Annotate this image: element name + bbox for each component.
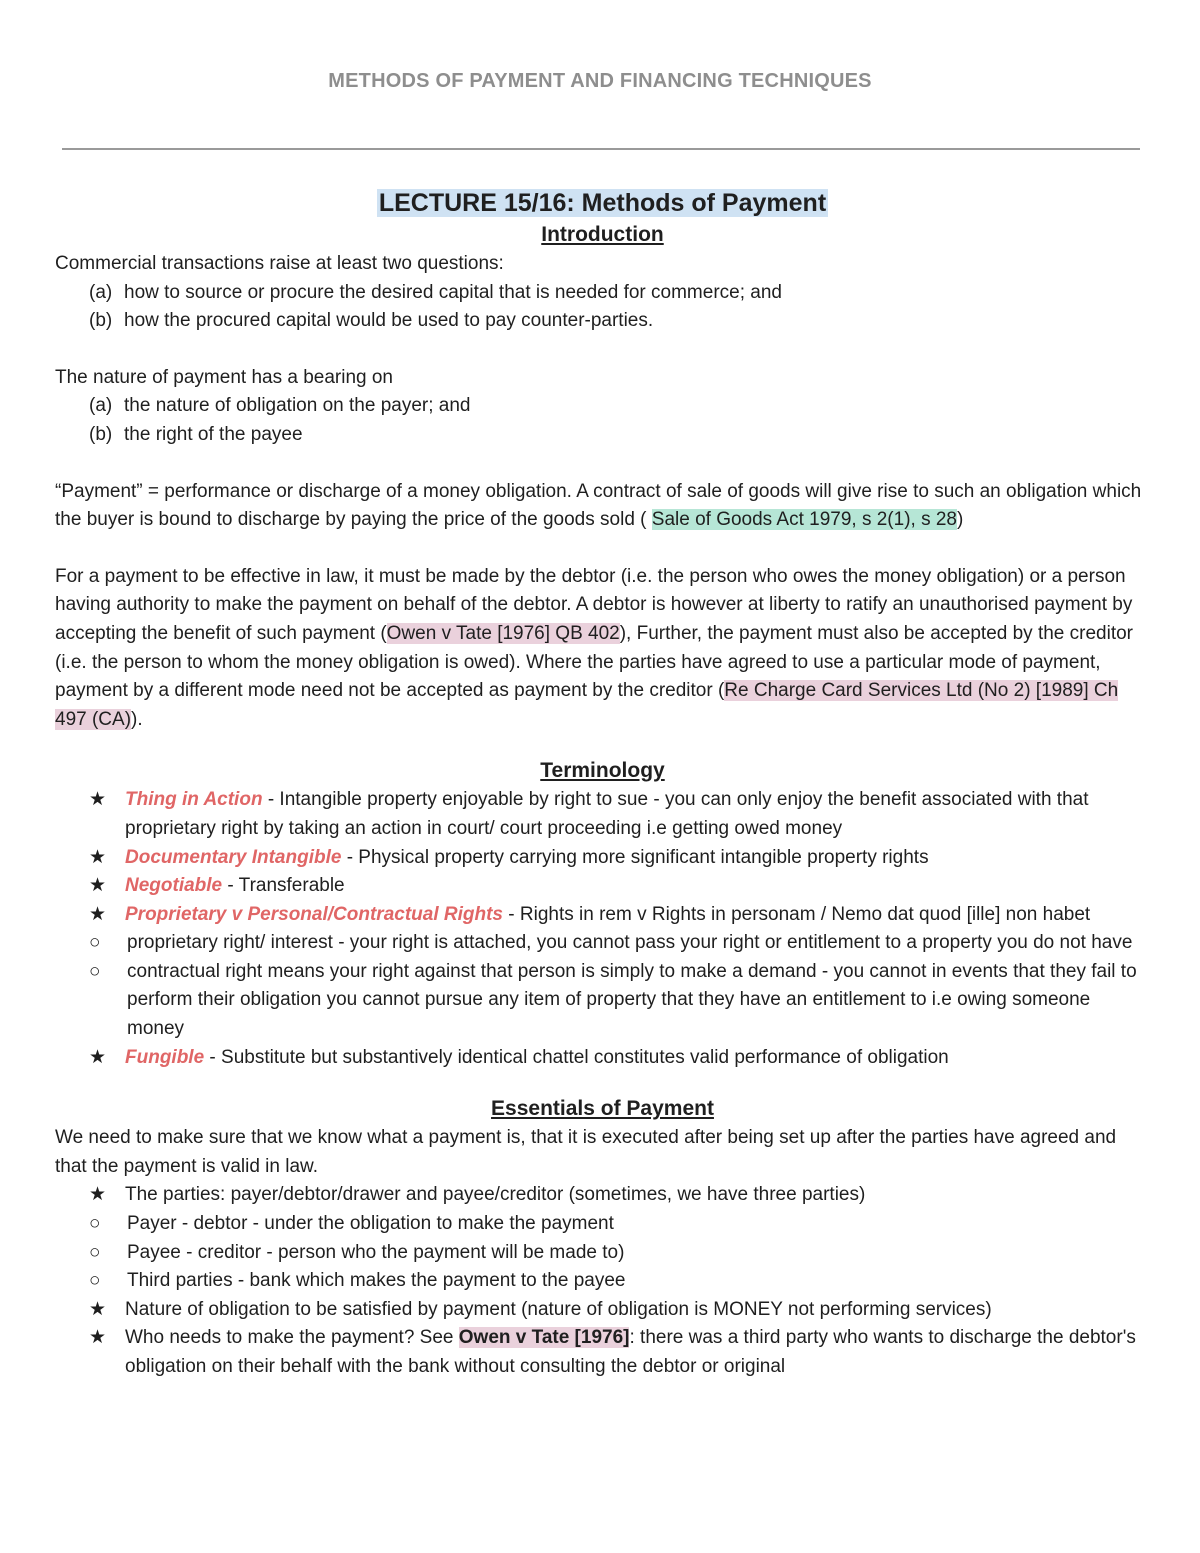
circle-bullet-icon: ○ — [89, 1241, 101, 1263]
list-item: ★ Proprietary v Personal/Contractual Rights - Rights in rem v Rights in personam / Nemo dat quod [ille] non habet ○ proprietary right/ interest - your right is attached, you cannot pass your right or entitlement to a property you do not have ○ contractual right means your right against that person is simply to make a demand - you cannot in events that they fail to perform their obligation you cannot pursue any item of property that they have an entitlement to i.e owing someone money — [55, 901, 1150, 1044]
star-icon: ★ — [89, 875, 107, 897]
star-icon: ★ — [89, 1184, 107, 1206]
document-body — [55, 186, 1150, 1382]
list-item: ○ proprietary right/ interest - your right is attached, you cannot pass your right or entitlement to a property you do not have — [55, 929, 1150, 958]
questions-list — [55, 279, 1150, 336]
list-item: ★ Documentary Intangible - Physical property carrying more significant intangible property rights — [55, 844, 1150, 873]
star-icon: ★ — [89, 846, 107, 868]
list-item: ★ Nature of obligation to be satisfied by payment (nature of obligation is MONEY not performing services) — [55, 1296, 1150, 1325]
list-item: ★ Who needs to make the payment? See Owen v Tate [1976]: there was a third party who wants to discharge the debtor's obligation on their behalf with the bank without consulting the debtor or original — [55, 1324, 1150, 1381]
parties-sublist — [55, 1210, 1150, 1296]
effective-payment-paragraph: For a payment to be effective in law, it must be made by the debtor (i.e. the person who owes the money obligation) or a person having authority to make the payment on behalf of the debtor. A debtor is however at liberty to ratify an unauthorised payment by accepting the benefit of such payment (Owen v Tate [1976] QB 402), Further, the payment must also be accepted by the creditor (i.e. the person to whom the money obligation is owed). Where the parties have agreed to use a particular mode of payment, payment by a different mode need not be accepted as payment by the creditor (Re Charge Card Services Ltd (No 2) [1989] Ch 497 (CA)). — [55, 565, 1133, 730]
case-reference: Owen v Tate [1976] QB 402 — [386, 622, 620, 644]
nature-line: The nature of payment has a bearing on — [55, 366, 394, 388]
list-item: (b) the right of the payee — [89, 423, 303, 445]
list-item: ○ Payer - debtor - under the obligation to make the payment — [55, 1210, 1150, 1239]
list-item: ★ Fungible - Substitute but substantively identical chattel constitutes valid performance of obligation — [55, 1044, 1150, 1073]
list-item: (a) how to source or procure the desired capital that is needed for commerce; and — [89, 281, 782, 303]
circle-bullet-icon: ○ — [89, 960, 101, 982]
star-icon: ★ — [89, 1046, 107, 1068]
star-icon: ★ — [89, 789, 107, 811]
intro-line: Commercial transactions raise at least two questions: — [55, 253, 504, 274]
list-item: ○ contractual right means your right against that person is simply to make a demand - you cannot in events that they fail to perform their obligation you cannot pursue any item of property that they have an entitlement to i.e owing someone money — [55, 958, 1150, 1044]
lecture-title: LECTURE 15/16: Methods of Payment — [378, 189, 827, 217]
essentials-list — [55, 1181, 1150, 1381]
header-divider — [62, 148, 1140, 150]
star-icon: ★ — [89, 903, 107, 925]
nature-list — [55, 392, 1150, 449]
page-header-title: METHODS OF PAYMENT AND FINANCING TECHNIQUES — [328, 70, 872, 92]
circle-bullet-icon: ○ — [89, 932, 101, 954]
circle-bullet-icon: ○ — [89, 1213, 101, 1235]
statute-reference: Sale of Goods Act 1979, s 2(1), s 28 — [651, 509, 957, 531]
section-heading-terminology: Terminology — [540, 759, 665, 783]
list-item: ★ Negotiable - Transferable — [55, 872, 1150, 901]
terminology-list — [55, 786, 1150, 1072]
list-item: (a) the nature of obligation on the payer; and — [89, 395, 471, 417]
case-reference: Owen v Tate [1976] — [458, 1327, 630, 1349]
rights-sublist — [55, 929, 1150, 1043]
list-item: ○ Third parties - bank which makes the payment to the payee — [55, 1267, 1150, 1296]
essentials-intro: We need to make sure that we know what a payment is, that it is executed after being set up after the parties have agreed and that the payment is valid in law. — [55, 1127, 1117, 1177]
star-icon: ★ — [89, 1327, 107, 1349]
list-item: ○ Payee - creditor - person who the payment will be made to) — [55, 1239, 1150, 1268]
case-reference: Re Charge Card Services Ltd (No 2) [1989] Ch 497 (CA) — [55, 680, 1119, 730]
list-item: ★ The parties: payer/debtor/drawer and payee/creditor (sometimes, we have three parties) ○ Payer - debtor - under the obligation to make the payment ○ Payee - creditor - person who the payment will be made to) ○ Third parties - bank which makes the payment to the payee — [55, 1181, 1150, 1295]
list-item: (b) how the procured capital would be used to pay counter-parties. — [89, 310, 654, 332]
section-heading-introduction: Introduction — [541, 223, 664, 246]
circle-bullet-icon: ○ — [89, 1270, 101, 1292]
star-icon: ★ — [89, 1298, 107, 1320]
section-heading-essentials: Essentials of Payment — [491, 1097, 714, 1121]
payment-definition-paragraph: “Payment” = performance or discharge of a money obligation. A contract of sale of goods will give rise to such an obligation which the buyer is bound to discharge by paying the price of the goods sold ( Sale of Goods Act 1979, s 2(1), s 28) — [55, 480, 1142, 531]
list-item: ★ Thing in Action - Intangible property enjoyable by right to sue - you can only enjoy the benefit associated with that proprietary right by taking an action in court/ court proceeding i.e getting owed money — [55, 786, 1150, 843]
